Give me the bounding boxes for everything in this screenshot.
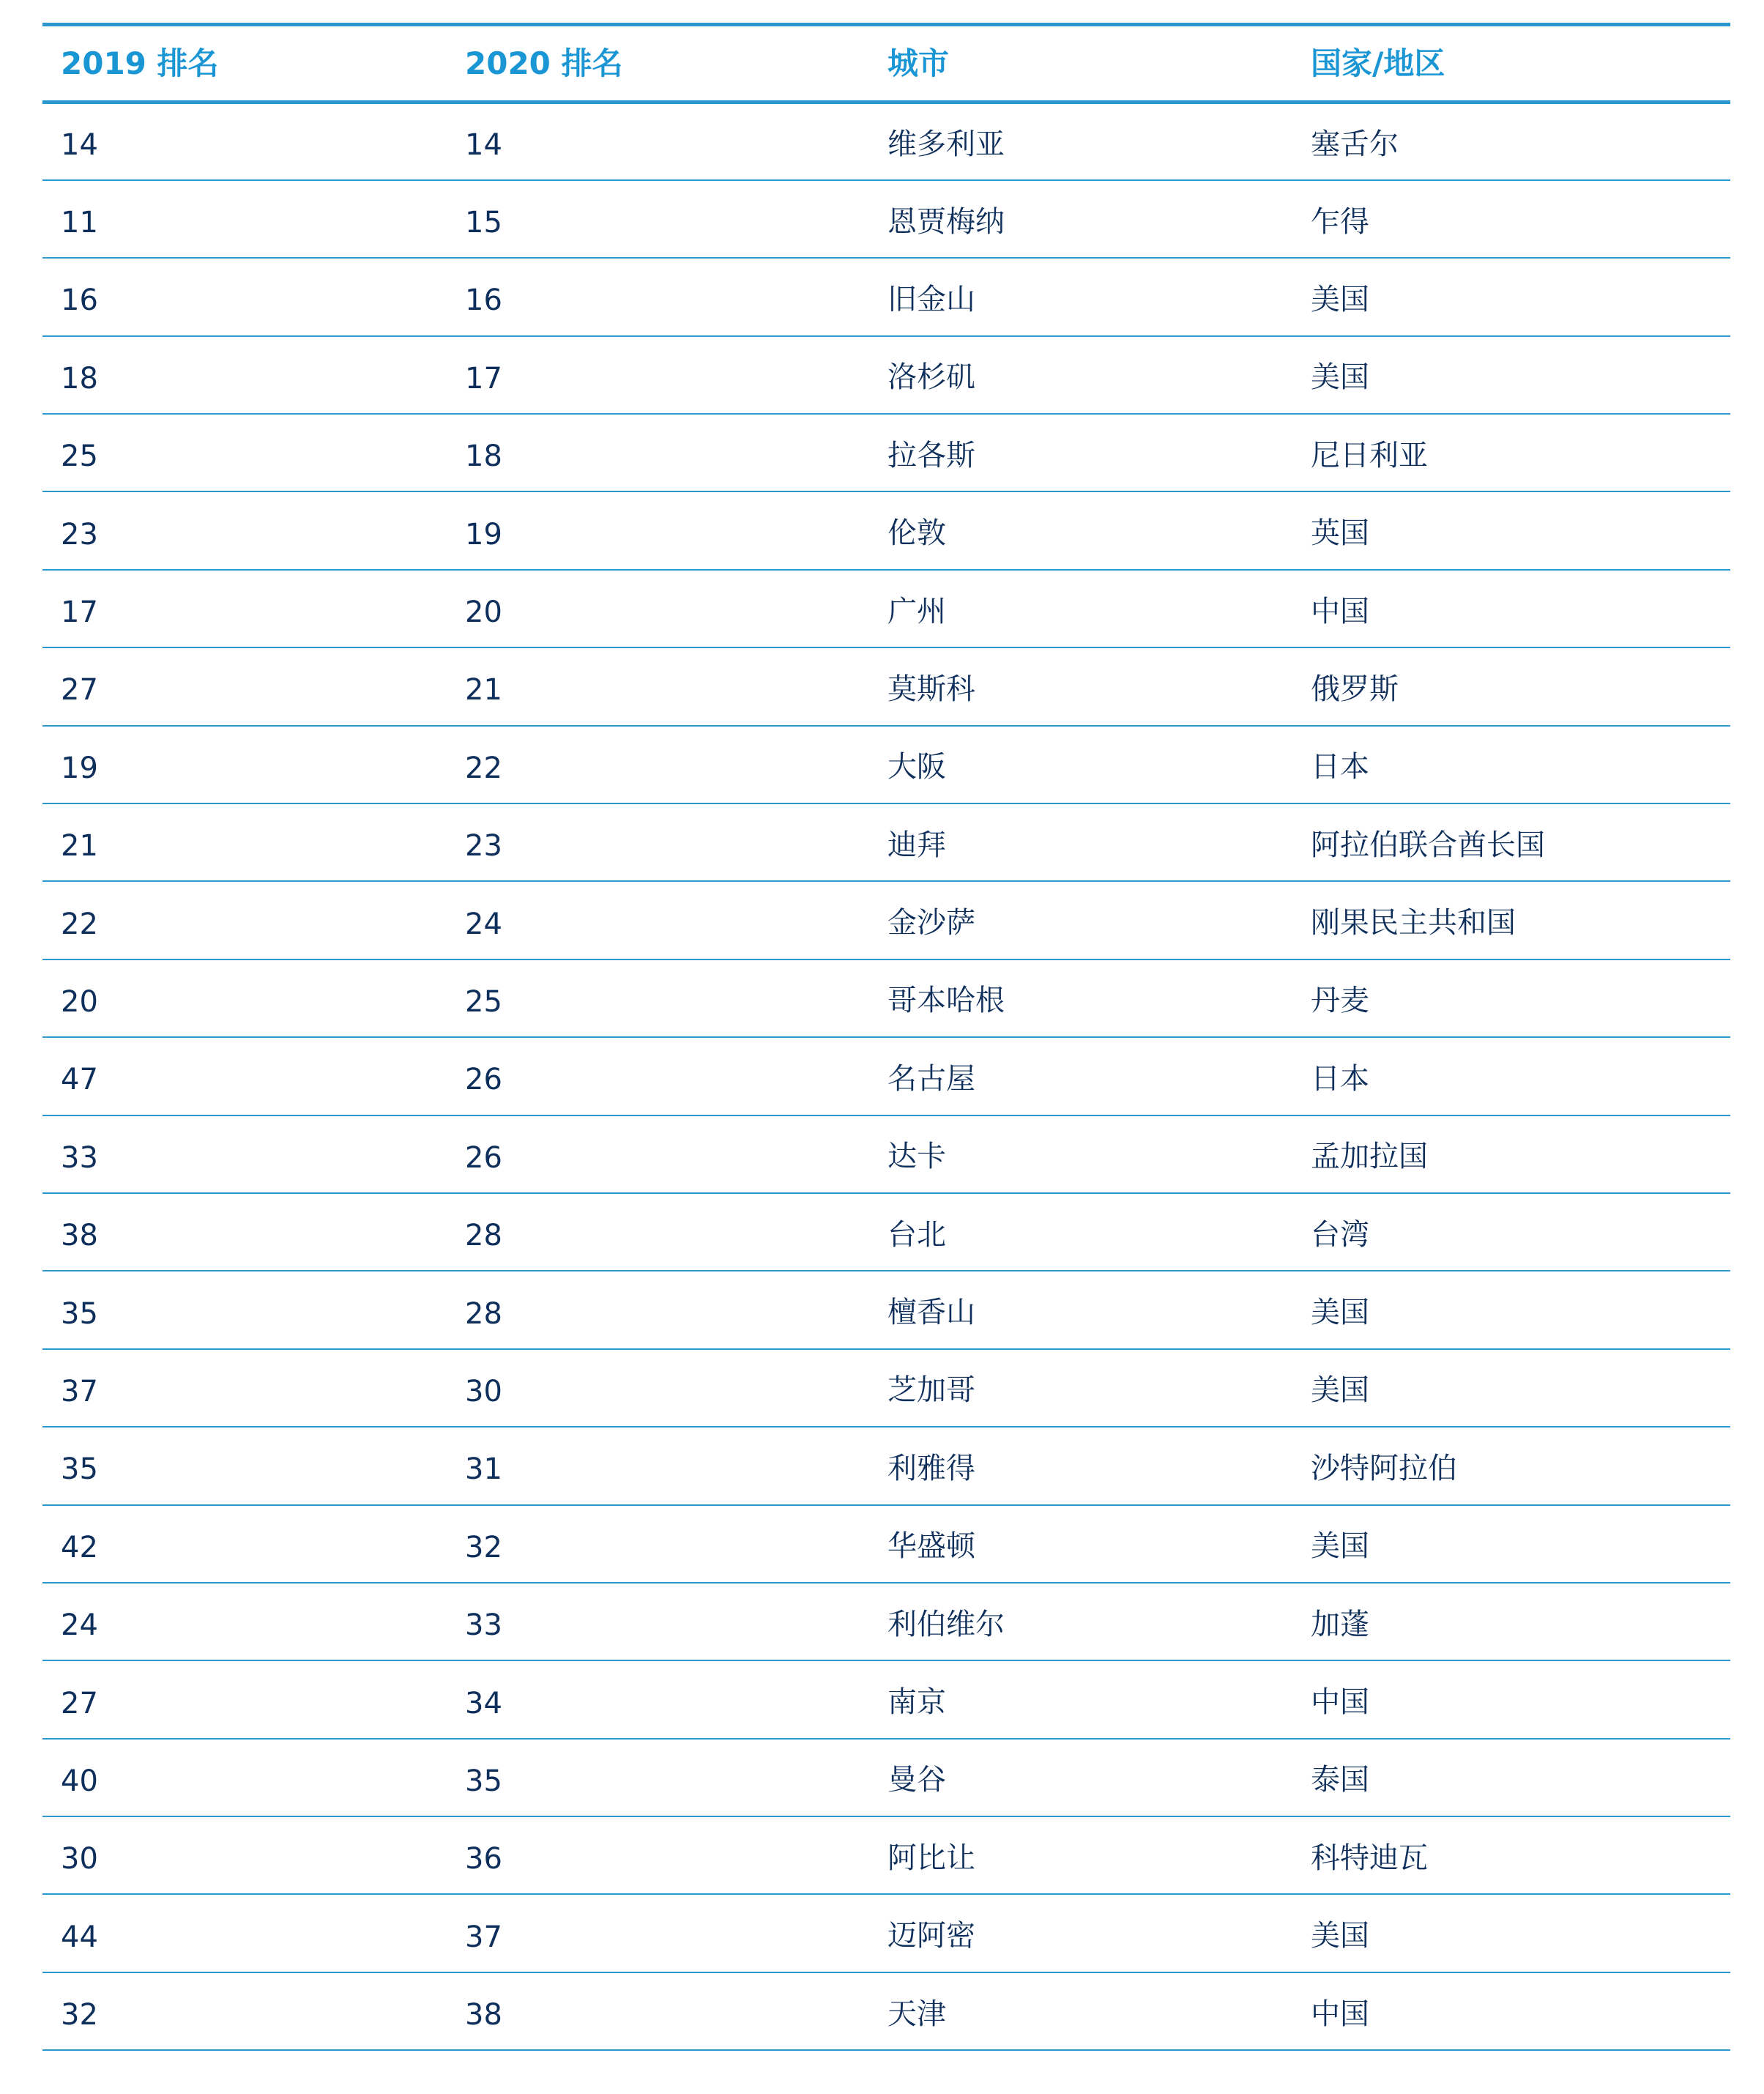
country-cell: 泰国 xyxy=(1311,1763,1369,1797)
country-cell: 中国 xyxy=(1311,594,1369,628)
table-row xyxy=(42,1583,1730,1660)
city-cell: 南京 xyxy=(887,1685,946,1719)
table-row xyxy=(42,180,1730,258)
rank-2020-cell: 37 xyxy=(465,1920,502,1954)
table-row xyxy=(42,1193,1730,1271)
table-row xyxy=(42,1427,1730,1504)
country-cell: 尼日利亚 xyxy=(1311,438,1428,472)
country-cell: 中国 xyxy=(1311,1997,1369,2031)
header-country-region: 国家/地区 xyxy=(1311,45,1445,81)
rank-2020-cell: 35 xyxy=(465,1764,502,1798)
country-cell: 加蓬 xyxy=(1311,1607,1369,1641)
header-rank-2020: 2020 排名 xyxy=(465,45,623,81)
rank-2019-cell: 38 xyxy=(61,1219,98,1253)
country-cell: 美国 xyxy=(1311,1296,1369,1330)
country-cell: 美国 xyxy=(1311,282,1369,316)
rank-2020-cell: 28 xyxy=(465,1296,502,1331)
city-cell: 利伯维尔 xyxy=(887,1607,1005,1641)
city-cell: 旧金山 xyxy=(887,282,975,316)
table-row xyxy=(42,881,1730,959)
rank-2019-cell: 22 xyxy=(61,907,98,941)
rank-2020-cell: 33 xyxy=(465,1608,502,1643)
country-cell: 乍得 xyxy=(1311,204,1369,239)
table-row xyxy=(42,491,1730,569)
rank-2019-cell: 19 xyxy=(61,751,98,785)
rank-2020-cell: 17 xyxy=(465,361,502,396)
rank-2020-cell: 21 xyxy=(465,673,502,708)
rank-2020-cell: 26 xyxy=(465,1140,502,1175)
rank-2020-cell: 23 xyxy=(465,829,502,864)
rank-2020-cell: 30 xyxy=(465,1374,502,1408)
city-cell: 拉各斯 xyxy=(887,438,975,472)
rank-2020-cell: 31 xyxy=(465,1452,502,1487)
city-cell: 阿比让 xyxy=(887,1841,975,1875)
header-city: 城市 xyxy=(887,45,950,81)
rank-2019-cell: 27 xyxy=(61,673,98,708)
rank-2019-cell: 24 xyxy=(61,1608,98,1643)
table-row xyxy=(42,1739,1730,1816)
rank-2019-cell: 44 xyxy=(61,1920,98,1954)
country-cell: 英国 xyxy=(1311,516,1369,551)
rank-2019-cell: 16 xyxy=(61,283,98,318)
country-cell: 孟加拉国 xyxy=(1311,1140,1428,1174)
rank-2019-cell: 30 xyxy=(61,1842,98,1876)
rank-2019-cell: 23 xyxy=(61,517,98,552)
rank-2020-cell: 26 xyxy=(465,1063,502,1097)
table-row xyxy=(42,726,1730,803)
city-cell: 芝加哥 xyxy=(887,1373,975,1408)
country-cell: 丹麦 xyxy=(1311,984,1369,1018)
rank-2019-cell: 21 xyxy=(61,829,98,864)
rank-2020-cell: 20 xyxy=(465,595,502,630)
rank-2020-cell: 34 xyxy=(465,1686,502,1720)
city-cell: 洛杉矶 xyxy=(887,360,975,395)
city-cell: 天津 xyxy=(887,1997,946,2031)
city-cell: 哥本哈根 xyxy=(887,984,1005,1018)
country-cell: 沙特阿拉伯 xyxy=(1311,1451,1457,1485)
city-cell: 名古屋 xyxy=(887,1061,975,1096)
rank-2020-cell: 28 xyxy=(465,1219,502,1253)
country-cell: 俄罗斯 xyxy=(1311,672,1399,706)
rank-2019-cell: 37 xyxy=(61,1374,98,1408)
rank-2020-cell: 36 xyxy=(465,1842,502,1876)
city-cell: 迪拜 xyxy=(887,828,946,862)
rank-2019-cell: 33 xyxy=(61,1140,98,1175)
table-row xyxy=(42,103,1730,180)
city-cell: 曼谷 xyxy=(887,1763,946,1797)
table-body xyxy=(42,103,1730,2051)
table-row xyxy=(42,336,1730,414)
rank-2020-cell: 15 xyxy=(465,206,502,240)
city-cell: 迈阿密 xyxy=(887,1919,975,1953)
table-header xyxy=(42,25,1730,103)
table-row xyxy=(42,803,1730,881)
rank-2019-cell: 47 xyxy=(61,1063,98,1097)
table-row xyxy=(42,1271,1730,1348)
city-ranking-table xyxy=(42,23,1730,2051)
rank-2019-cell: 20 xyxy=(61,984,98,1019)
rank-2019-cell: 25 xyxy=(61,439,98,474)
table-row xyxy=(42,959,1730,1037)
table-row xyxy=(42,1115,1730,1193)
rank-2019-cell: 32 xyxy=(61,1998,98,2032)
rank-2019-cell: 42 xyxy=(61,1530,98,1564)
rank-2020-cell: 38 xyxy=(465,1998,502,2032)
rank-2019-cell: 35 xyxy=(61,1452,98,1487)
country-cell: 科特迪瓦 xyxy=(1311,1841,1428,1875)
country-cell: 中国 xyxy=(1311,1685,1369,1719)
rank-2019-cell: 14 xyxy=(61,128,98,163)
rank-2019-cell: 40 xyxy=(61,1764,98,1798)
city-cell: 台北 xyxy=(887,1217,946,1252)
rank-2020-cell: 19 xyxy=(465,517,502,552)
city-cell: 莫斯科 xyxy=(887,672,975,706)
city-cell: 恩贾梅纳 xyxy=(887,204,1005,239)
table-row xyxy=(42,1816,1730,1894)
rank-2020-cell: 16 xyxy=(465,283,502,318)
rank-2020-cell: 22 xyxy=(465,751,502,785)
rank-2020-cell: 25 xyxy=(465,984,502,1019)
city-cell: 华盛顿 xyxy=(887,1529,975,1564)
rank-2020-cell: 14 xyxy=(465,128,502,163)
country-cell: 刚果民主共和国 xyxy=(1311,906,1516,940)
table-row xyxy=(42,1972,1730,2050)
header-row xyxy=(42,25,1730,103)
city-cell: 维多利亚 xyxy=(887,127,1005,161)
city-cell: 达卡 xyxy=(887,1140,946,1174)
table-row xyxy=(42,258,1730,335)
table-row xyxy=(42,647,1730,725)
table-row xyxy=(42,570,1730,647)
country-cell: 阿拉伯联合酋长国 xyxy=(1311,828,1545,862)
city-cell: 檀香山 xyxy=(887,1296,975,1330)
table-row xyxy=(42,1505,1730,1583)
rank-2019-cell: 27 xyxy=(61,1686,98,1720)
rank-2019-cell: 35 xyxy=(61,1296,98,1331)
country-cell: 台湾 xyxy=(1311,1217,1369,1252)
rank-2020-cell: 32 xyxy=(465,1530,502,1564)
country-cell: 美国 xyxy=(1311,1373,1369,1408)
table-row xyxy=(42,1349,1730,1427)
rank-2019-cell: 11 xyxy=(61,206,98,240)
rank-2020-cell: 18 xyxy=(465,439,502,474)
table-row xyxy=(42,1660,1730,1738)
rank-2019-cell: 18 xyxy=(61,361,98,396)
header-rank-2019: 2019 排名 xyxy=(61,45,219,81)
city-cell: 利雅得 xyxy=(887,1451,975,1485)
rank-2019-cell: 17 xyxy=(61,595,98,630)
city-cell: 大阪 xyxy=(887,750,946,784)
city-cell: 广州 xyxy=(887,594,946,628)
country-cell: 日本 xyxy=(1311,750,1369,784)
rank-2020-cell: 24 xyxy=(465,907,502,941)
city-cell: 金沙萨 xyxy=(887,906,975,940)
country-cell: 塞舌尔 xyxy=(1311,127,1399,161)
country-cell: 美国 xyxy=(1311,360,1369,395)
city-cell: 伦敦 xyxy=(887,516,946,551)
country-cell: 美国 xyxy=(1311,1919,1369,1953)
table-row xyxy=(42,1037,1730,1115)
country-cell: 日本 xyxy=(1311,1061,1369,1096)
country-cell: 美国 xyxy=(1311,1529,1369,1564)
table-row xyxy=(42,1894,1730,1972)
table-row xyxy=(42,414,1730,491)
